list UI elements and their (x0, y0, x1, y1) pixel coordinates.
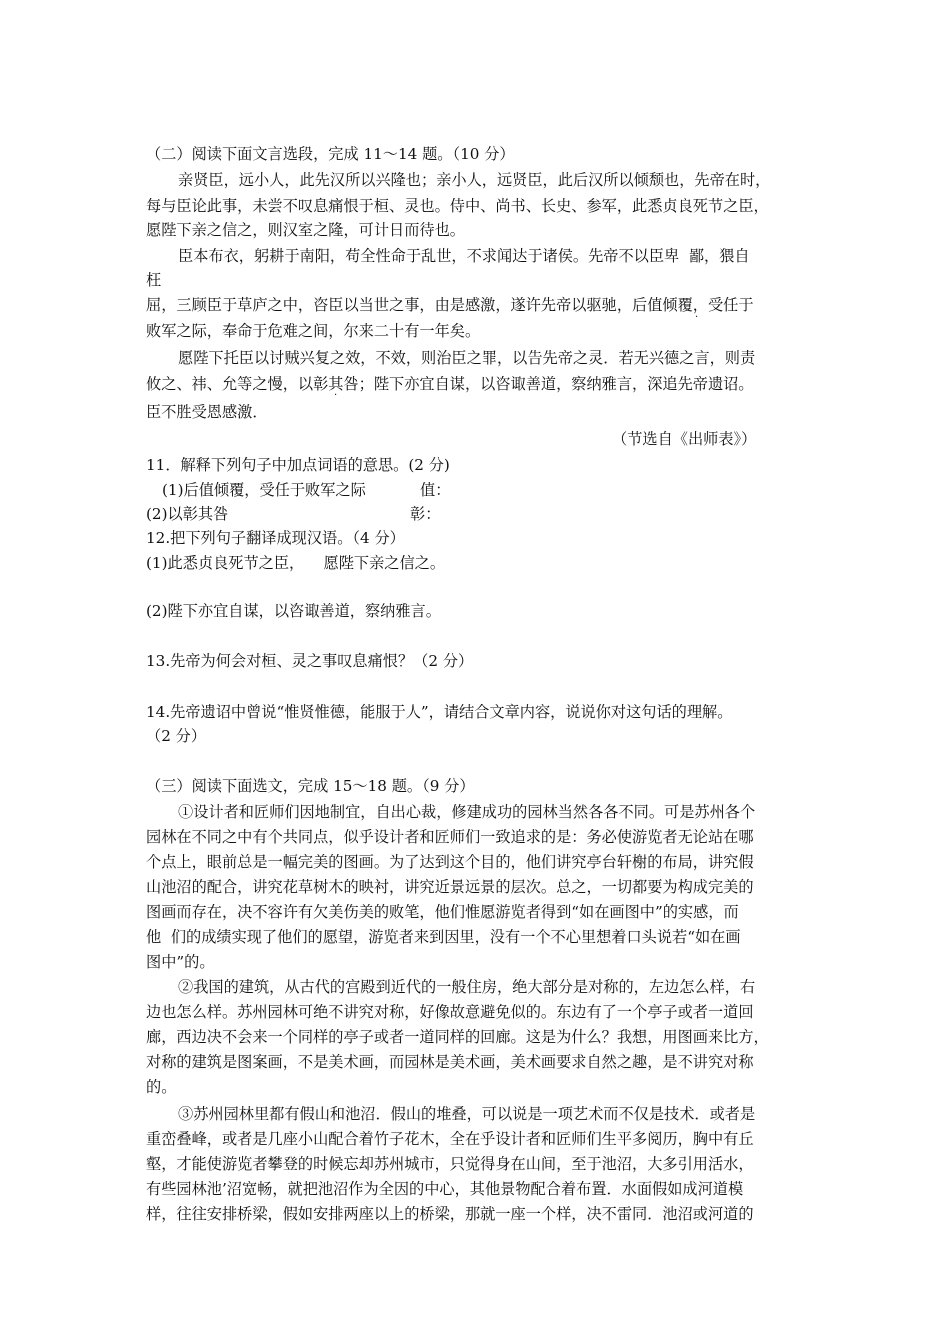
passage3-line: 样，往往安排桥梁，假如安排两座以上的桥梁，那就一座一个样，决不雷同．池沼或河道的 (146, 1205, 754, 1223)
passage2-line: 愿陛下亲之信之，则汉室之隆，可计日而待也。 (146, 221, 465, 239)
question-11-2: (2)以彰其咎 (146, 505, 229, 523)
section3-heading: （三）阅读下面选文，完成 15～18 题。（9 分） (146, 777, 475, 795)
passage2-line: 臣本布衣，躬耕于南阳，苟全性命于乱世，不求闻达于诸侯。先帝不以臣卑 鄙，猥自 (178, 247, 750, 265)
question-11-2-answer-label: 彰： (410, 505, 441, 523)
passage2-line: 攸之、祎、允等之慢，以彰其咎；陛下亦宜自谋，以咨诹善道，察纳雅言，深追先帝遗诏。 (146, 375, 754, 393)
passage3-line: 图中”的。 (146, 953, 215, 971)
passage3-line: 边也怎么样。苏州园林可绝不讲究对称，好像故意避免似的。东边有了一个亭子或者一道回 (146, 1003, 754, 1021)
passage3-line: 他 们的成绩实现了他们的愿望，游览者来到因里，没有一个不心里想着口头说若“如在画 (146, 928, 741, 946)
passage2-line: 屈，三顾臣于草庐之中，咨臣以当世之事，由是感激，遂许先帝以驱驰，后值倾覆，受任于 (146, 296, 754, 314)
emphasis-dot: · (695, 312, 699, 323)
passage2-line: 臣不胜受恩感激． (146, 403, 268, 421)
passage3-line: 对称的建筑是图案画，不是美术画，而园林是美术画，美术画要求自然之趣，是不讲究对称 (146, 1053, 754, 1071)
passage3-line: 园林在不同之中有个共同点，似乎设计者和匠师们一致追求的是：务必使游览者无论站在哪 (146, 828, 754, 846)
passage2-line: 愿陛下托臣以讨贼兴复之效，不效，则治臣之罪，以告先帝之灵．若无兴德之言，则责 (178, 349, 756, 367)
passage3-line: 有些园林池’沼宽畅，就把池沼作为全因的中心，其他景物配合着布置．水面假如成河道模 (146, 1180, 744, 1198)
question-12-1: (1)此悉贞良死节之臣， 愿陛下亲之信之。 (146, 554, 446, 572)
emphasis-dot: · (334, 390, 338, 401)
passage3-line: 个点上，眼前总是一幅完美的图画。为了达到这个目的，他们讲究亭台轩榭的布局，讲究假 (146, 853, 754, 871)
question-14-score: （2 分） (146, 727, 207, 745)
question-11: 11．解释下列句子中加点词语的意思。(2 分) (146, 456, 450, 474)
passage2-line: 败军之际，奉命于危难之间，尔来二十有一年矣。 (146, 322, 481, 340)
passage3-line: ③苏州园林里都有假山和池沼．假山的堆叠，可以说是一项艺术而不仅是技术．或者是 (178, 1105, 756, 1123)
question-11-1-answer-label: 值： (420, 481, 451, 499)
question-11-1: (1)后值倾覆，受任于败军之际 (162, 481, 366, 499)
question-14: 14.先帝遗诏中曾说“惟贤惟德，能服于人”，请结合文章内容，说说你对这句话的理解。 (146, 703, 733, 721)
question-12: 12.把下列句子翻译成现汉语。（4 分） (146, 529, 405, 547)
question-13: 13.先帝为何会对桓、灵之事叹息痛恨？（2 分） (146, 652, 474, 670)
question-12-2: (2)陛下亦宜自谋，以咨诹善道，察纳雅言。 (146, 602, 441, 620)
passage2-source: （节选自《出师表》） (612, 430, 757, 448)
passage3-line: 壑，才能使游览者攀登的时候忘却苏州城市，只觉得身在山间，至于池沼，大多引用活水， (146, 1155, 754, 1173)
passage3-line: 廊，西边决不会来一个同样的亭子或者一道同样的回廊。这是为什么？我想，用图画来比方， (146, 1028, 769, 1046)
passage2-line: 枉 (146, 271, 162, 289)
passage3-line: 重峦叠峰，或者是几座小山配合着竹子花木，全在乎设计者和匠师们生平多阅历，胸中有丘 (146, 1130, 754, 1148)
passage3-line: 山池沼的配合，讲究花草树木的映衬，讲究近景远景的层次。总之，一切都要为构成完美的 (146, 878, 754, 896)
passage2-line: 亲贤臣，远小人，此先汉所以兴隆也；亲小人，远贤臣，此后汉所以倾颓也，先帝在时， (178, 171, 771, 189)
passage3-line: 图画而存在，决不容许有欠美伤美的败笔，他们惟愿游览者得到“如在画图中”的实感，而 (146, 903, 739, 921)
passage3-line: ②我国的建筑，从古代的宫殿到近代的一般住房，绝大部分是对称的，左边怎么样，右 (178, 978, 756, 996)
passage3-line: 的。 (146, 1078, 177, 1096)
passage3-line: ①设计者和匠师们因地制宜，自出心裁，修建成功的园林当然各各不同。可是苏州各个 (178, 803, 756, 821)
section2-heading: （二）阅读下面文言选段，完成 11～14 题。（10 分） (146, 145, 515, 163)
passage2-line: 每与臣论此事，未尝不叹息痛恨于桓、灵也。侍中、尚书、长史、参军，此悉贞良死节之臣， (146, 197, 769, 215)
